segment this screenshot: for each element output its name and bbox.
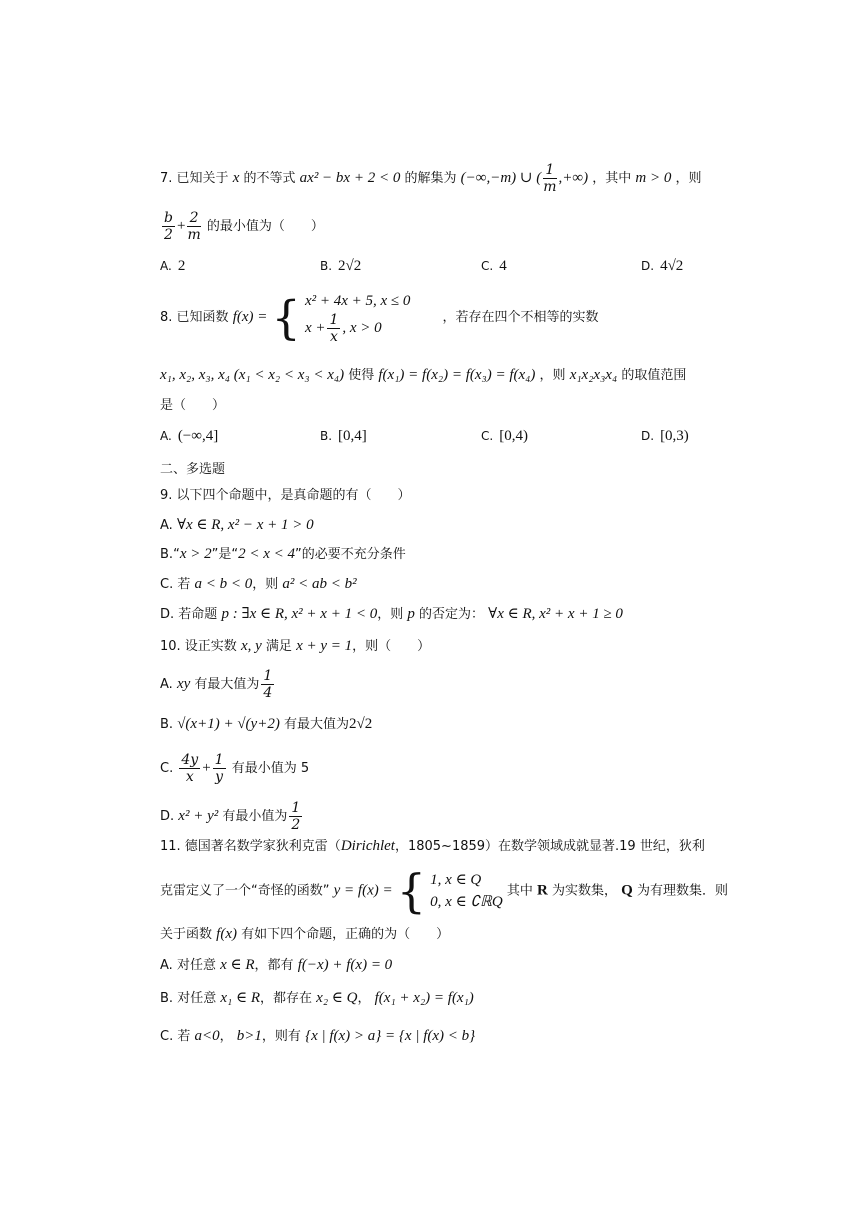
q10-a-m: xy bbox=[176, 676, 191, 692]
q10-c-frac1 bbox=[179, 752, 200, 785]
q9-option-b[interactable] bbox=[160, 544, 406, 565]
q7-option-c-value: 4 bbox=[499, 258, 507, 274]
q8-product: x₁x₂x₃x₄ bbox=[569, 367, 618, 383]
q7-text-c: 的解集为 bbox=[404, 171, 457, 186]
q9-stem-text: 9. 以下四个命题中，是真命题的有（ ） bbox=[160, 488, 411, 503]
q7-frac1-den: 2 bbox=[164, 227, 173, 243]
q8-text-shi: 是（ ） bbox=[160, 398, 226, 413]
q11-c-t2: ， bbox=[219, 1029, 233, 1044]
q8-text-b: ，则 bbox=[539, 368, 566, 383]
q7-set-frac-den: m bbox=[543, 179, 557, 195]
q9-d-m2: p bbox=[407, 606, 415, 622]
q7-set-frac-num: 1 bbox=[543, 162, 556, 179]
q9-c-label: C. bbox=[160, 577, 174, 592]
q10-option-c[interactable] bbox=[160, 752, 309, 785]
q9-d-t1: 若命题 bbox=[178, 607, 218, 622]
q11-Q: Q bbox=[621, 882, 633, 899]
q8-piece2-num: 1 bbox=[329, 312, 339, 328]
q9-c-m1: a < b < 0 bbox=[194, 576, 253, 592]
q11-piece2: 0, x ∈ ∁ℝQ bbox=[430, 894, 503, 910]
q11-line2-b: 其中 bbox=[506, 883, 533, 899]
q11-option-a[interactable] bbox=[160, 955, 392, 976]
q7-frac-2-m bbox=[187, 210, 200, 243]
q10-d-t: 有最小值为 bbox=[222, 809, 288, 824]
q11-b-m3: f(x₁ + x₂) = f(x₁) bbox=[374, 990, 474, 1006]
q10-d-den: 2 bbox=[291, 817, 301, 833]
q11-b-t2: ，都存在 bbox=[260, 991, 313, 1006]
q10-stem bbox=[160, 636, 430, 657]
q9-d-m3: ∀x ∈ R, x² + x + 1 ≥ 0 bbox=[488, 606, 623, 622]
q7-option-a-label: A. bbox=[160, 259, 172, 273]
q8-option-d[interactable] bbox=[641, 426, 689, 447]
q11-R: R bbox=[536, 882, 548, 899]
q11-option-b[interactable] bbox=[160, 988, 474, 1009]
q11-line2-d: 为有理数集．则 bbox=[636, 883, 728, 899]
q9-d-t3: 的否定为： bbox=[419, 607, 485, 622]
q10-option-a[interactable] bbox=[160, 668, 276, 701]
q7-line2 bbox=[160, 210, 324, 243]
q10-stem-b: 满足 bbox=[265, 639, 292, 654]
q7-text-a: 7. 已知关于 bbox=[160, 171, 229, 186]
q11-line3-f: f(x) bbox=[216, 926, 237, 942]
q7-frac2-num: 2 bbox=[187, 210, 200, 227]
q8-text-c: 的取值范围 bbox=[621, 368, 687, 383]
q10-c-plus: + bbox=[202, 760, 211, 776]
q8-fx: f(x) = bbox=[232, 309, 268, 325]
q8-piecewise-brace: { bbox=[271, 290, 301, 345]
q10-c-label: C. bbox=[160, 761, 174, 776]
q7-frac-b-2 bbox=[162, 210, 175, 243]
q11-line3 bbox=[160, 924, 449, 945]
q7-text-d: ，其中 bbox=[592, 171, 632, 186]
q8-piece2 bbox=[305, 312, 410, 345]
q9-b-q2: ”是“ bbox=[211, 547, 239, 562]
q10-a-label: A. bbox=[160, 677, 173, 692]
q9-option-a[interactable] bbox=[160, 515, 314, 536]
q8-piece2-b: , x > 0 bbox=[342, 320, 382, 336]
q11-b-m2: x₂ ∈ Q bbox=[316, 990, 358, 1006]
q7-frac1-num: b bbox=[164, 210, 173, 226]
q11-c-label: C. bbox=[160, 1029, 174, 1044]
q10-stem-m1: x, y bbox=[240, 638, 262, 654]
q10-a-t: 有最大值为 bbox=[194, 677, 260, 692]
q8-option-b-value: [0,4] bbox=[338, 428, 367, 444]
q10-a-num: 1 bbox=[263, 668, 273, 684]
q8-piece1: x² + 4x + 5, x ≤ 0 bbox=[304, 293, 411, 309]
q10-stem-m2: x + y = 1 bbox=[296, 638, 353, 654]
q7-option-d[interactable] bbox=[641, 256, 683, 277]
q10-stem-c: ，则（ ） bbox=[352, 639, 431, 654]
q9-b-label: B. bbox=[160, 547, 174, 562]
q10-c-t: 有最小值为 5 bbox=[231, 761, 310, 776]
q11-b-label: B. bbox=[160, 991, 174, 1006]
q10-b-label: B. bbox=[160, 717, 174, 732]
q10-option-b[interactable] bbox=[160, 714, 372, 735]
q8-piece2-frac bbox=[327, 312, 340, 345]
q8-piece2-a: x + bbox=[304, 320, 326, 336]
q11-a-m1: x ∈ R bbox=[220, 957, 255, 973]
q7-text-e: ，则 bbox=[675, 171, 702, 186]
q7-plus: + bbox=[176, 218, 186, 234]
q10-b-m: √(x+1) + √(y+2) bbox=[177, 716, 280, 732]
q7-frac2-den: m bbox=[187, 227, 201, 243]
q9-c-t2: ，则 bbox=[252, 577, 279, 592]
q8-lead: 8. 已知函数 bbox=[160, 310, 229, 325]
q7-option-d-value: 4√2 bbox=[660, 258, 684, 274]
q9-c-m2: a² < ab < b² bbox=[282, 576, 357, 592]
q11-fx: y = f(x) = bbox=[333, 882, 393, 899]
q11-line2-c: 为实数集， bbox=[551, 883, 617, 899]
q11-piecewise-brace: { bbox=[396, 864, 427, 918]
q7-text-b: 的不等式 bbox=[243, 171, 296, 186]
q7-option-c-label: C. bbox=[481, 259, 494, 273]
q8-line3 bbox=[160, 396, 225, 416]
q11-piece1: 1, x ∈ Q bbox=[430, 872, 482, 888]
q8-option-d-label: D. bbox=[641, 429, 655, 443]
q9-d-t2: ，则 bbox=[377, 607, 404, 622]
q11-name: Dirichlet bbox=[340, 838, 395, 854]
q8-piecewise bbox=[305, 290, 410, 345]
q10-c-num2: 1 bbox=[214, 752, 224, 768]
q8-option-b[interactable] bbox=[320, 426, 367, 447]
q9-b-m2: 2 < x < 4 bbox=[238, 546, 295, 562]
q8-option-a[interactable] bbox=[160, 426, 218, 447]
q7-option-a-value: 2 bbox=[177, 258, 186, 274]
q11-b-t3: ， bbox=[357, 991, 371, 1006]
q11-line3-a: 关于函数 bbox=[160, 927, 213, 942]
q9-stem bbox=[160, 486, 411, 506]
q8-tail: ，若存在四个不相等的实数 bbox=[442, 310, 599, 325]
q7-option-c[interactable] bbox=[481, 256, 507, 277]
q9-a-label: A. bbox=[160, 518, 173, 533]
q10-option-d[interactable] bbox=[160, 800, 304, 833]
q10-c-den2: y bbox=[215, 769, 224, 785]
q11-line2 bbox=[160, 864, 728, 918]
q7-line1 bbox=[160, 162, 701, 195]
q8-option-a-label: A. bbox=[160, 429, 172, 443]
q8-option-a-value: (−∞,4] bbox=[177, 428, 219, 444]
q8-line2 bbox=[160, 365, 686, 386]
q9-option-c[interactable] bbox=[160, 574, 357, 595]
q8-text-a: 使得 bbox=[348, 368, 375, 383]
q7-option-b-label: B. bbox=[320, 259, 333, 273]
q10-b-v: 2√2 bbox=[349, 716, 373, 732]
q11-line1 bbox=[160, 836, 705, 857]
q10-a-frac bbox=[261, 668, 274, 701]
q9-b-m1: x > 2 bbox=[179, 546, 212, 562]
q11-c-t3: ，则有 bbox=[261, 1029, 301, 1044]
q7-text-min: 的最小值为（ ） bbox=[206, 219, 324, 234]
q11-line1-a: 11. 德国著名数学家狄利克雷（ bbox=[160, 839, 341, 854]
q8-piece2-den: x bbox=[329, 329, 338, 345]
q11-b-m1: x₁ ∈ R bbox=[220, 990, 260, 1006]
q8-option-d-value: [0,3) bbox=[660, 428, 689, 444]
q8-option-c[interactable] bbox=[481, 426, 528, 447]
q11-line3-b: 有如下四个命题，正确的为（ ） bbox=[241, 927, 450, 942]
q7-set-left: (−∞,−m) ∪ ( bbox=[460, 170, 542, 186]
q8-option-b-label: B. bbox=[320, 429, 333, 443]
q11-piecewise bbox=[430, 869, 503, 913]
q10-b-t: 有最大值为 bbox=[283, 717, 349, 732]
q7-inequality: ax² − bx + 2 < 0 bbox=[299, 170, 401, 186]
q11-c-m2: b>1 bbox=[236, 1028, 262, 1044]
q11-line2-a: 克雷定义了一个“奇怪的函数” bbox=[160, 883, 330, 899]
q11-line1-b: ，1805~1859）在数学领域成就显著.19 世纪，狄利 bbox=[394, 839, 705, 854]
q11-a-m2: f(−x) + f(x) = 0 bbox=[297, 957, 393, 973]
q10-c-num1: 4y bbox=[181, 752, 199, 768]
q7-option-a[interactable] bbox=[160, 256, 185, 277]
q10-d-frac bbox=[289, 800, 302, 833]
q7-set-fraction bbox=[543, 162, 556, 195]
q10-stem-a: 10. 设正实数 bbox=[160, 639, 237, 654]
q10-d-label: D. bbox=[160, 809, 175, 824]
q9-d-label: D. bbox=[160, 607, 175, 622]
q8-equation: f(x₁) = f(x₂) = f(x₃) = f(x₄) bbox=[378, 367, 536, 383]
q9-b-q3: ”的必要不充分条件 bbox=[294, 547, 406, 562]
q9-c-t1: 若 bbox=[177, 577, 191, 592]
q10-d-num: 1 bbox=[291, 800, 301, 816]
q11-a-t1: 对任意 bbox=[176, 958, 216, 973]
q10-c-frac2 bbox=[213, 752, 226, 785]
q9-a-math: ∀x ∈ R, x² − x + 1 > 0 bbox=[176, 517, 314, 533]
q8-option-c-label: C. bbox=[481, 429, 494, 443]
q11-a-label: A. bbox=[160, 958, 173, 973]
q7-condition: m > 0 bbox=[635, 170, 672, 186]
q10-c-den1: x bbox=[185, 769, 194, 785]
q11-option-c[interactable] bbox=[160, 1026, 475, 1047]
q7-option-d-label: D. bbox=[641, 259, 655, 273]
q7-option-b-value: 2√2 bbox=[338, 258, 362, 274]
q11-a-t2: ，都有 bbox=[254, 958, 294, 973]
q9-d-m1: p : ∃x ∈ R, x² + x + 1 < 0 bbox=[221, 606, 378, 622]
section-multi-choice: 二、多选题 bbox=[160, 462, 226, 477]
q8-vars: x₁, x₂, x₃, x₄ (x₁ < x₂ < x₃ < x₄) bbox=[160, 367, 345, 383]
q11-c-m3: {x | f(x) > a} = {x | f(x) < b} bbox=[305, 1028, 476, 1044]
q7-set-right: ,+∞) bbox=[558, 170, 589, 186]
q9-option-d[interactable] bbox=[160, 604, 623, 625]
q7-var-x: x bbox=[232, 170, 240, 186]
q10-d-m: x² + y² bbox=[178, 808, 219, 824]
q8-line1 bbox=[160, 290, 599, 345]
q11-b-t1: 对任意 bbox=[177, 991, 217, 1006]
q10-a-den: 4 bbox=[263, 685, 273, 701]
q11-c-t1: 若 bbox=[177, 1029, 191, 1044]
q8-option-c-value: [0,4) bbox=[499, 428, 528, 444]
q11-c-m1: a<0 bbox=[194, 1028, 220, 1044]
q7-option-b[interactable] bbox=[320, 256, 361, 277]
q9-b-q1: “ bbox=[173, 547, 180, 562]
